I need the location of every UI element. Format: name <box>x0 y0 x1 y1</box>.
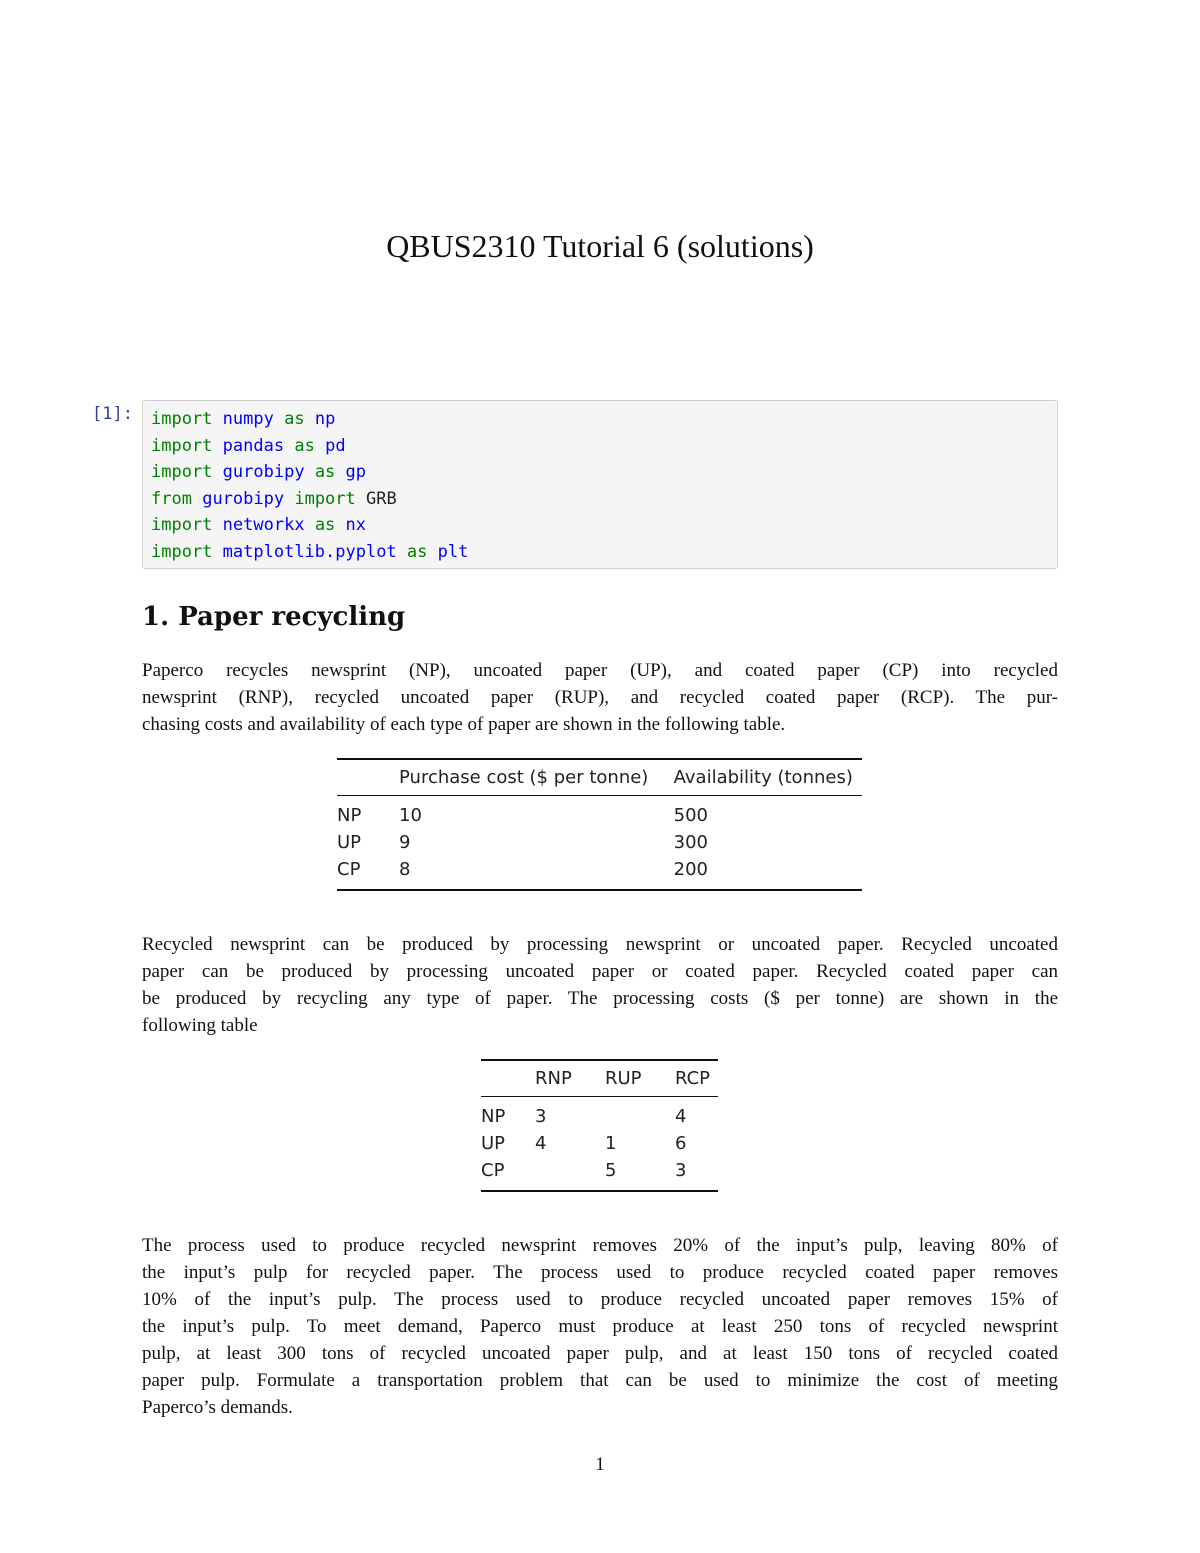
code-module: pandas <box>222 435 285 456</box>
table-header-cell: RCP <box>675 1060 718 1097</box>
code-keyword: import <box>151 435 213 456</box>
table-header-cell <box>481 1060 535 1097</box>
table-cell: 5 <box>605 1157 675 1191</box>
table-cell <box>535 1157 605 1191</box>
code-line <box>151 486 1057 513</box>
table-cell: NP <box>481 1106 506 1127</box>
table-cell: CP <box>481 1157 535 1191</box>
text-line: the input’s pulp. To meet demand, Paperco must produce at least 250 tons of recycled newsprint <box>142 1316 1058 1337</box>
code-space <box>212 542 222 562</box>
table-header-cell: RUP <box>605 1060 675 1097</box>
code-alias: nx <box>345 515 367 536</box>
paragraph-pulp <box>142 1232 1058 1421</box>
table-cell <box>605 1097 675 1131</box>
code-keyword: from <box>151 488 192 509</box>
text-line: chasing costs and availability of each type of paper are shown in the following table. <box>142 714 786 735</box>
code-alias: gp <box>345 462 367 483</box>
table-header-cell <box>337 759 399 796</box>
table-row <box>481 1157 718 1191</box>
table-header-row <box>337 759 862 796</box>
table-cell: 200 <box>674 856 862 890</box>
code-keyword: as <box>284 409 305 429</box>
table-header-cell: RNP <box>535 1060 605 1097</box>
code-line <box>151 512 1057 539</box>
table-cell: 3 <box>675 1157 718 1191</box>
table-cell: 300 <box>673 832 708 853</box>
paragraph-intro <box>142 657 1058 738</box>
text-line: Paperco’s demands. <box>142 1397 293 1418</box>
code-line <box>151 406 1057 433</box>
text-line: Recycled newsprint can be produced by processing newsprint or uncoated paper. Recycled uncoated <box>142 934 1058 955</box>
text-line: The process used to produce recycled newsprint removes 20% of the input’s pulp, leaving 80% of <box>142 1235 1058 1256</box>
document-title: QBUS2310 Tutorial 6 (solutions) <box>386 228 814 264</box>
table-cell: 6 <box>675 1133 687 1154</box>
code-space <box>212 436 222 456</box>
code-module: gurobipy <box>202 488 285 509</box>
code-alias: pd <box>325 435 346 456</box>
table-cell: 4 <box>675 1106 687 1127</box>
code-keyword: as <box>314 462 336 483</box>
page-number: 1 <box>595 1454 605 1475</box>
code-keyword: import <box>151 515 213 536</box>
table-cell: UP <box>337 832 362 853</box>
code-module: networkx <box>222 515 305 536</box>
code-space <box>212 409 222 429</box>
code-space <box>284 436 294 456</box>
text-line: 10% of the input’s pulp. The process used to produce recycled uncoated paper removes 15% of <box>142 1289 1058 1310</box>
table-cell: 3 <box>535 1106 547 1127</box>
code-space <box>212 462 222 482</box>
table-cell: NP <box>337 805 362 826</box>
text-line: pulp, at least 300 tons of recycled uncoated paper pulp, and at least 150 tons of recycled coated <box>142 1343 1058 1364</box>
code-space <box>284 489 294 509</box>
paragraph-processing <box>142 931 1058 1039</box>
cell-prompt: [1]: <box>92 404 133 424</box>
table-header-cell: Availability (tonnes) <box>674 759 862 796</box>
code-alias: plt <box>437 541 469 562</box>
text-line: following table <box>142 1015 258 1036</box>
code-space <box>335 462 345 482</box>
code-keyword: import <box>294 488 356 509</box>
text-line: be produced by recycling any type of paper. The processing costs ($ per tonne) are shown in the <box>142 988 1058 1009</box>
text-line: paper can be produced by processing uncoated paper or coated paper. Recycled coated paper can <box>142 961 1058 982</box>
table-row <box>481 1130 718 1157</box>
table-row <box>481 1097 718 1131</box>
table-cell: 500 <box>673 805 708 826</box>
code-keyword: import <box>151 541 213 562</box>
code-space <box>212 515 222 535</box>
code-keyword: as <box>294 435 315 456</box>
text-line: Paperco recycles newsprint (NP), uncoated paper (UP), and coated paper (CP) into recycled <box>142 660 1058 681</box>
table-cell: 4 <box>535 1133 547 1154</box>
table-cell: 9 <box>399 832 411 853</box>
table-cell: 8 <box>399 856 674 890</box>
table-cell: UP <box>481 1133 506 1154</box>
text-line: newsprint (RNP), recycled uncoated paper (RUP), and recycled coated paper (RCP). The pur- <box>142 687 1058 708</box>
code-keyword: import <box>151 409 213 429</box>
code-name: GRB <box>366 488 397 509</box>
purchase-cost-table <box>337 758 862 891</box>
code-keyword: import <box>151 462 213 483</box>
table-row <box>337 856 862 890</box>
code-space <box>315 436 325 456</box>
code-cell[interactable] <box>142 400 1058 569</box>
code-space <box>192 489 202 509</box>
text-line: the input’s pulp for recycled paper. The process used to produce recycled coated paper removes <box>142 1262 1058 1283</box>
code-space <box>335 515 345 535</box>
table-header-cell: Purchase cost ($ per tonne) <box>399 759 674 796</box>
processing-cost-table <box>481 1059 718 1192</box>
table-header-row <box>481 1060 718 1097</box>
section-heading: 1. Paper recycling <box>142 602 406 632</box>
code-module: matplotlib.pyplot <box>222 541 397 562</box>
table-row <box>337 796 862 830</box>
code-keyword: as <box>406 541 428 562</box>
table-cell: 10 <box>399 805 422 826</box>
code-alias: np <box>314 409 336 429</box>
code-space <box>305 409 315 429</box>
code-module: numpy <box>222 409 274 429</box>
code-space <box>427 542 437 562</box>
table-cell: 1 <box>605 1133 617 1154</box>
code-space <box>305 515 315 535</box>
code-space <box>356 489 366 509</box>
code-space <box>305 462 315 482</box>
code-keyword: as <box>314 515 336 536</box>
code-line <box>151 433 1057 460</box>
code-line <box>151 539 1057 566</box>
code-line <box>151 459 1057 486</box>
code-space <box>274 409 284 429</box>
text-line: paper pulp. Formulate a transportation problem that can be used to minimize the cost of meeting <box>142 1370 1058 1391</box>
table-cell: CP <box>337 856 399 890</box>
code-space <box>397 542 407 562</box>
code-module: gurobipy <box>222 462 305 483</box>
table-row <box>337 829 862 856</box>
